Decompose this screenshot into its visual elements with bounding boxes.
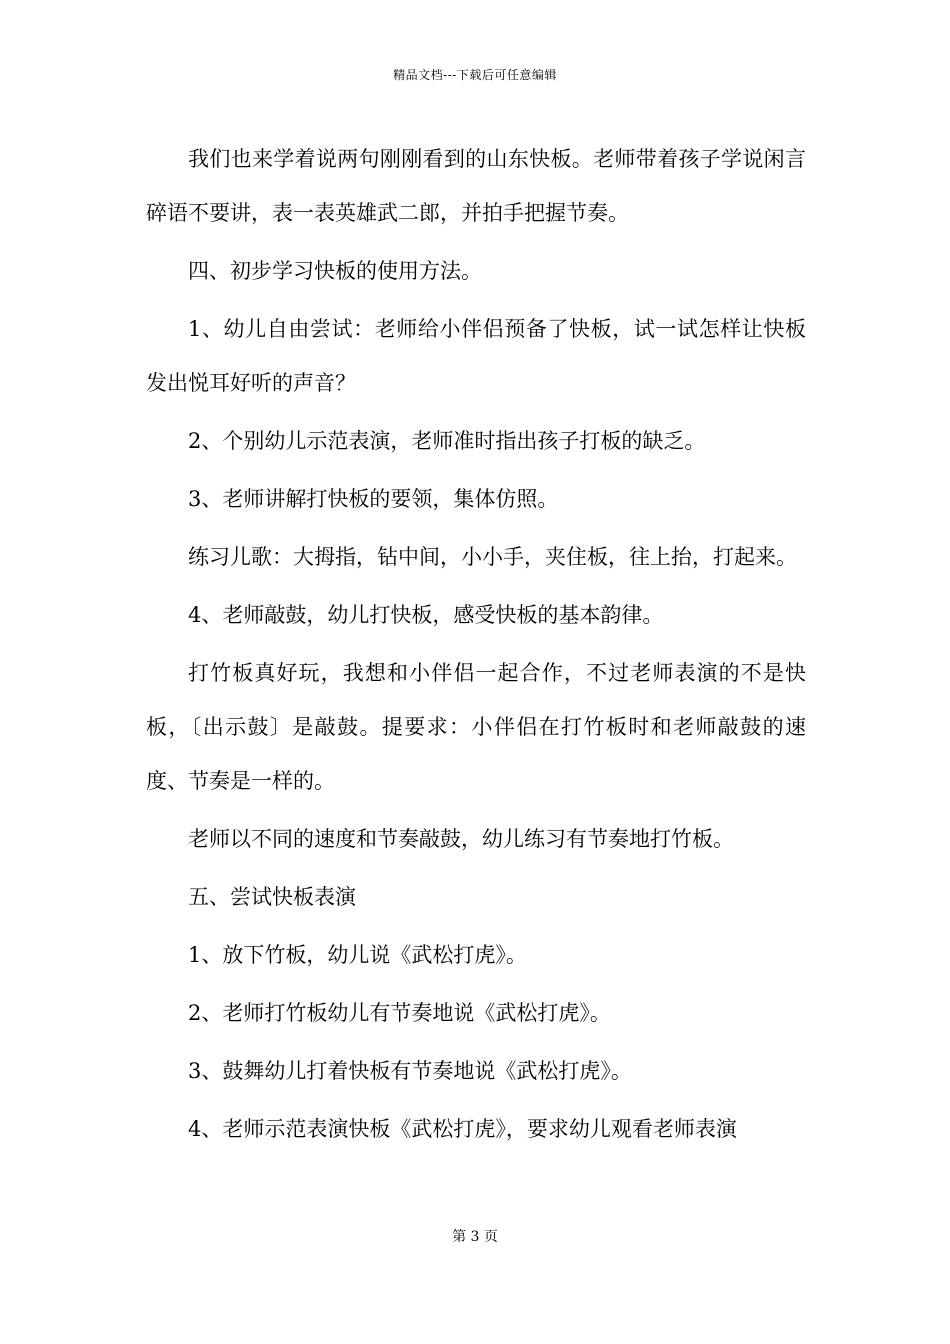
paragraph: 2、老师打竹板幼儿有节奏地说《武松打虎》。 — [188, 1001, 611, 1025]
paragraph: 我们也来学着说两句刚刚看到的山东快板。老师带着孩子学说闲言碎语不要讲，表一表英雄武二郎，并拍手把握节奏。 — [146, 147, 806, 225]
document-body — [146, 132, 806, 1160]
paragraph: 3、鼓舞幼儿打着快板有节奏地说《武松打虎》。 — [188, 1059, 632, 1083]
paragraph: 1、幼儿自由尝试：老师给小伴侣预备了快板，试一试怎样让快板发出悦耳好听的声音？ — [146, 317, 806, 395]
paragraph: 1、放下竹板，幼儿说《武松打虎》。 — [188, 943, 527, 967]
paragraph: 练习儿歌：大拇指，钻中间，小小手，夹住板，往上抬，打起来。 — [188, 545, 797, 569]
paragraph: 四、初步学习快板的使用方法。 — [188, 259, 482, 283]
page-header: 精品文档---下载后可任意编辑 — [393, 68, 557, 82]
paragraph: 4、老师敲鼓，幼儿打快板，感受快板的基本韵律。 — [188, 603, 664, 627]
paragraph: 老师以不同的速度和节奏敲鼓，幼儿练习有节奏地打竹板。 — [188, 827, 734, 851]
page-number: 第 3 页 — [452, 1229, 498, 1245]
paragraph: 3、老师讲解打快板的要领，集体仿照。 — [188, 487, 559, 511]
paragraph: 2、个别幼儿示范表演，老师准时指出孩子打板的缺乏。 — [188, 429, 706, 453]
paragraph: 五、尝试快板表演 — [188, 885, 356, 909]
paragraph: 4、老师示范表演快板《武松打虎》，要求幼儿观看老师表演 — [188, 1117, 737, 1141]
paragraph: 打竹板真好玩，我想和小伴侣一起合作，不过老师表演的不是快板，〔出示鼓〕是敲鼓。提要求：小伴侣在打竹板时和老师敲鼓的速度、节奏是一样的。 — [146, 661, 806, 793]
